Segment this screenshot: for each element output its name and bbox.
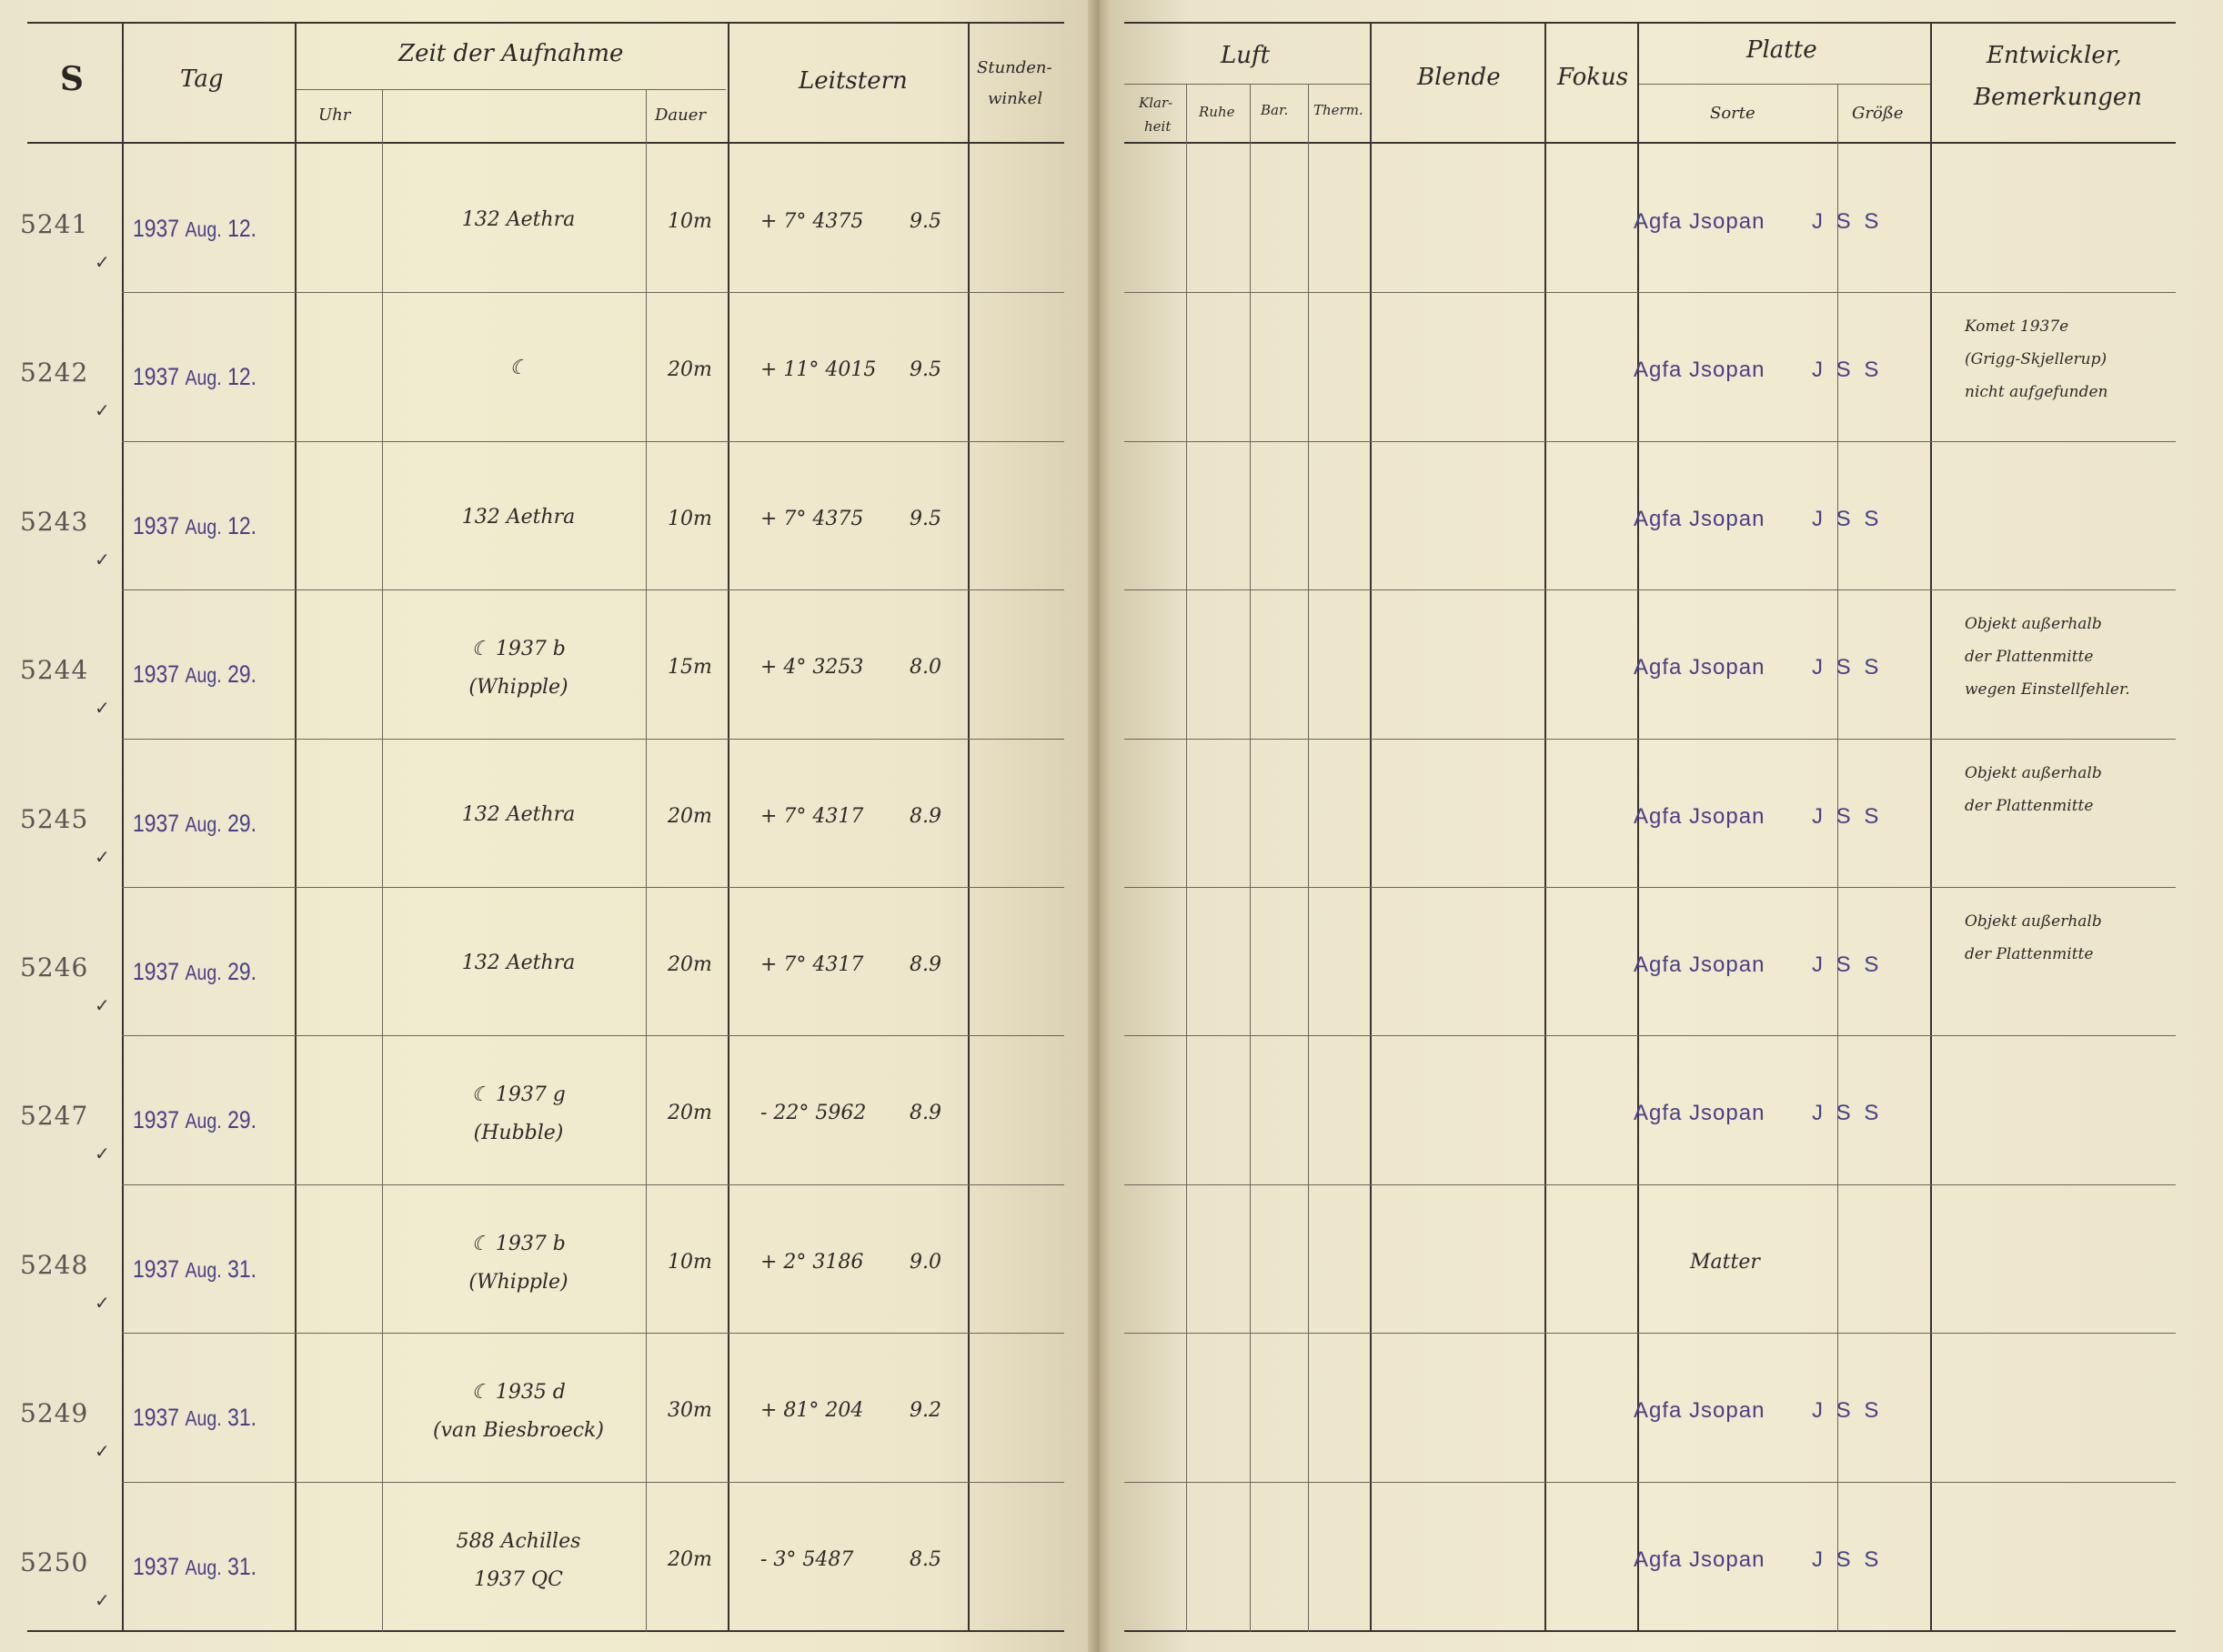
exposure-duration: 10m	[668, 1250, 712, 1274]
plate-type: Agfa Jsopan	[1634, 1398, 1765, 1424]
row-separator-right	[1124, 887, 2176, 888]
exposure-duration: 10m	[668, 210, 712, 233]
exposure-duration: 20m	[668, 953, 712, 976]
check-mark: ✓	[95, 548, 110, 570]
header-uhr: Uhr	[318, 106, 351, 125]
header-fokus: Fokus	[1557, 64, 1629, 91]
header-rule-left	[27, 142, 1064, 144]
remark-line-2: der Plattenmitte	[1965, 796, 2094, 815]
remark-line-2: (Grigg-Skjellerup)	[1965, 350, 2107, 369]
top-rule-right	[1124, 22, 2176, 24]
guide-star-magnitude: 9.5	[910, 507, 941, 530]
col-divider-ruhe	[1250, 84, 1251, 1632]
date-month: Aug.	[185, 366, 222, 390]
check-mark: ✓	[95, 1588, 110, 1611]
zeit-subrule	[297, 89, 726, 90]
entry-date	[133, 958, 256, 986]
date-year: 1937	[133, 1552, 180, 1580]
date-month: Aug.	[185, 663, 222, 688]
header-tag: Tag	[180, 65, 224, 93]
row-separator-left	[122, 441, 1064, 442]
date-month: Aug.	[185, 1109, 222, 1133]
plate-size: J S S	[1812, 358, 1883, 383]
col-divider-leitstern	[968, 22, 970, 1632]
col-divider-luft	[1370, 22, 1372, 1632]
header-luft: Luft	[1221, 42, 1271, 69]
col-divider-uhr	[382, 89, 383, 1632]
object-name: 132 Aethra	[461, 952, 576, 974]
row-separator-right	[1124, 739, 2176, 740]
header-groesse: Größe	[1852, 104, 1904, 123]
object-name: 132 Aethra	[461, 505, 576, 529]
col-divider-bar	[1308, 84, 1309, 1632]
entry-date	[133, 1404, 256, 1432]
guide-star-magnitude: 8.9	[910, 953, 941, 976]
date-month: Aug.	[185, 1555, 222, 1579]
object-designation: (Whipple)	[468, 676, 568, 700]
row-separator-right	[1124, 589, 2176, 590]
date-year: 1937	[133, 958, 180, 985]
guide-star: + 81° 204	[760, 1399, 864, 1423]
object-name: ☾ 1935 d	[471, 1381, 566, 1405]
plate-type: Agfa Jsopan	[1634, 358, 1765, 383]
exposure-duration: 15m	[668, 656, 712, 680]
entry-date	[133, 660, 256, 689]
check-mark: ✓	[95, 697, 110, 720]
plate-type: Matter	[1690, 1250, 1760, 1274]
row-separator-right	[1124, 1482, 2176, 1483]
remark-line-2: der Plattenmitte	[1965, 945, 2094, 963]
date-month: Aug.	[185, 217, 222, 241]
plate-size: J S S	[1812, 209, 1883, 234]
plate-size: J S S	[1812, 803, 1883, 829]
plate-size: J S S	[1812, 506, 1883, 531]
col-divider-blende	[1544, 22, 1546, 1632]
check-mark: ✓	[95, 845, 110, 868]
date-day: 29.	[227, 958, 256, 985]
col-divider-zeit	[646, 89, 647, 1632]
entry-date	[133, 810, 256, 838]
row-separator-right	[1124, 1184, 2176, 1185]
guide-star: - 3° 5487	[760, 1547, 854, 1571]
date-month: Aug.	[185, 514, 222, 539]
remark-line-1: Objekt außerhalb	[1965, 912, 2102, 931]
date-day: 12.	[227, 511, 256, 539]
guide-star: + 4° 3253	[760, 656, 864, 680]
header-ruhe: Ruhe	[1199, 104, 1235, 120]
object-name: ☾ 1937 g	[471, 1083, 566, 1107]
guide-star-magnitude: 8.9	[910, 804, 941, 828]
row-separator-left	[122, 1482, 1064, 1483]
header-zeit: Zeit der Aufnahme	[398, 40, 624, 67]
top-rule-left	[27, 22, 1064, 24]
date-month: Aug.	[185, 1406, 222, 1431]
exposure-duration: 20m	[668, 804, 712, 828]
exposure-duration: 10m	[668, 507, 712, 530]
exposure-duration: 20m	[668, 1547, 712, 1571]
date-month: Aug.	[185, 1257, 222, 1282]
check-mark: ✓	[95, 1291, 110, 1314]
date-month: Aug.	[185, 811, 222, 836]
object-name: ☾ 1937 b	[471, 1232, 566, 1255]
object-name: ☾	[509, 357, 528, 380]
guide-star: + 7° 4375	[760, 507, 864, 530]
remark-line-1: Objekt außerhalb	[1965, 615, 2102, 634]
check-mark: ✓	[95, 399, 110, 422]
header-leitstern: Leitstern	[799, 67, 908, 95]
guide-star-magnitude: 9.5	[910, 358, 941, 382]
plate-type: Agfa Jsopan	[1634, 209, 1765, 234]
date-day: 31.	[227, 1404, 256, 1432]
guide-star: + 2° 3186	[760, 1250, 864, 1274]
guide-star: - 22° 5962	[760, 1102, 867, 1125]
row-separator-left	[122, 1333, 1064, 1334]
date-day: 31.	[227, 1254, 256, 1283]
entry-date	[133, 215, 256, 243]
row-separator-right	[1124, 1333, 2176, 1334]
plate-type: Agfa Jsopan	[1634, 1101, 1765, 1126]
object-designation: (Hubble)	[473, 1122, 564, 1145]
header-entwickler-1: Entwickler,	[1987, 42, 2122, 69]
guide-star-magnitude: 9.5	[910, 210, 941, 233]
col-divider-platte	[1930, 22, 1932, 1632]
date-day: 12.	[227, 363, 256, 391]
entry-number: 5250	[20, 1546, 89, 1577]
plate-type: Agfa Jsopan	[1634, 803, 1765, 829]
col-divider-dauer	[728, 22, 729, 1632]
plate-size: J S S	[1812, 1546, 1883, 1572]
remark-line-1: Objekt außerhalb	[1965, 763, 2102, 782]
row-separator-right	[1124, 292, 2176, 293]
object-designation: 1937 QC	[474, 1567, 563, 1591]
check-mark: ✓	[95, 1143, 110, 1165]
date-day: 29.	[227, 1106, 256, 1134]
guide-star-magnitude: 8.9	[910, 1102, 941, 1125]
col-divider-tag	[295, 22, 297, 1632]
guide-star-magnitude: 8.5	[910, 1547, 941, 1571]
header-blende: Blende	[1417, 64, 1501, 91]
guide-star-magnitude: 8.0	[910, 656, 941, 680]
exposure-duration: 30m	[668, 1399, 712, 1423]
bottom-rule-left	[27, 1630, 1064, 1632]
row-separator-left	[122, 589, 1064, 590]
entry-date	[133, 363, 256, 391]
guide-star: + 7° 4317	[760, 953, 864, 976]
guide-star: + 7° 4375	[760, 210, 864, 233]
entry-number: 5247	[20, 1101, 89, 1132]
header-klarheit-2: heit	[1144, 118, 1172, 135]
header-sorte: Sorte	[1710, 104, 1755, 123]
date-day: 29.	[227, 660, 256, 689]
remark-line-2: der Plattenmitte	[1965, 648, 2094, 667]
entry-number: 5243	[20, 506, 89, 537]
date-year: 1937	[133, 660, 180, 689]
date-year: 1937	[133, 511, 180, 539]
object-name: 132 Aethra	[461, 208, 576, 231]
col-divider-klarheit	[1186, 84, 1187, 1632]
row-separator-left	[122, 887, 1064, 888]
row-separator-left	[122, 1035, 1064, 1036]
plate-type: Agfa Jsopan	[1634, 506, 1765, 531]
date-year: 1937	[133, 1254, 180, 1283]
object-designation: (van Biesbroeck)	[433, 1419, 604, 1443]
book-spine	[1088, 0, 1112, 1652]
header-platte: Platte	[1746, 36, 1817, 64]
row-separator-left	[122, 739, 1064, 740]
entry-date	[133, 1255, 256, 1284]
entry-number: 5244	[20, 655, 89, 686]
object-designation: (Whipple)	[468, 1270, 568, 1294]
header-stundenwinkel-1: Stunden-	[977, 58, 1052, 77]
date-day: 31.	[227, 1552, 256, 1580]
entry-number: 5249	[20, 1398, 89, 1429]
entry-number: 5241	[20, 209, 89, 239]
object-name: 588 Achilles	[456, 1529, 581, 1553]
check-mark: ✓	[95, 1440, 110, 1463]
remark-line-3: nicht aufgefunden	[1965, 383, 2108, 402]
date-day: 29.	[227, 809, 256, 837]
header-s: S	[60, 60, 84, 98]
guide-star: + 11° 4015	[760, 358, 877, 382]
check-mark: ✓	[95, 251, 110, 273]
header-therm: Therm.	[1313, 102, 1363, 118]
date-year: 1937	[133, 809, 180, 837]
plate-type: Agfa Jsopan	[1634, 1546, 1765, 1572]
col-divider-s	[122, 22, 124, 1632]
exposure-duration: 20m	[668, 1102, 712, 1125]
luft-subrule	[1124, 84, 1372, 85]
date-year: 1937	[133, 215, 180, 242]
entry-date	[133, 1106, 256, 1134]
header-klarheit-1: Klar-	[1139, 95, 1173, 111]
plate-size: J S S	[1812, 655, 1883, 680]
date-day: 12.	[227, 215, 256, 242]
entry-number: 5246	[20, 952, 89, 982]
header-rule-right	[1124, 142, 2176, 144]
entry-number: 5242	[20, 358, 89, 388]
row-separator-left	[122, 1184, 1064, 1185]
check-mark: ✓	[95, 994, 110, 1016]
header-bar: Bar.	[1261, 102, 1289, 118]
platte-subrule	[1637, 84, 1930, 85]
row-separator-right	[1124, 1035, 2176, 1036]
row-separator-right	[1124, 441, 2176, 442]
header-entwickler-2: Bemerkungen	[1974, 84, 2142, 111]
header-dauer: Dauer	[655, 106, 707, 125]
guide-star-magnitude: 9.0	[910, 1250, 941, 1274]
header-stundenwinkel-2: winkel	[988, 89, 1043, 108]
plate-size: J S S	[1812, 952, 1883, 977]
plate-type: Agfa Jsopan	[1634, 952, 1765, 977]
plate-type: Agfa Jsopan	[1634, 655, 1765, 680]
object-name: 132 Aethra	[461, 802, 576, 826]
date-year: 1937	[133, 1404, 180, 1432]
entry-date	[133, 1553, 256, 1581]
exposure-duration: 20m	[668, 358, 712, 382]
date-year: 1937	[133, 363, 180, 391]
remark-line-1: Komet 1937e	[1965, 317, 2069, 337]
entry-date	[133, 512, 256, 540]
entry-number: 5248	[20, 1249, 89, 1280]
date-year: 1937	[133, 1106, 180, 1134]
plate-size: J S S	[1812, 1101, 1883, 1126]
entry-number: 5245	[20, 803, 89, 834]
plate-size: J S S	[1812, 1398, 1883, 1424]
guide-star: + 7° 4317	[760, 804, 864, 828]
guide-star-magnitude: 9.2	[910, 1399, 941, 1423]
bottom-rule-right	[1124, 1630, 2176, 1632]
row-separator-left	[122, 292, 1064, 293]
remark-line-3: wegen Einstellfehler.	[1965, 680, 2130, 700]
object-name: ☾ 1937 b	[471, 638, 566, 661]
date-month: Aug.	[185, 961, 222, 984]
